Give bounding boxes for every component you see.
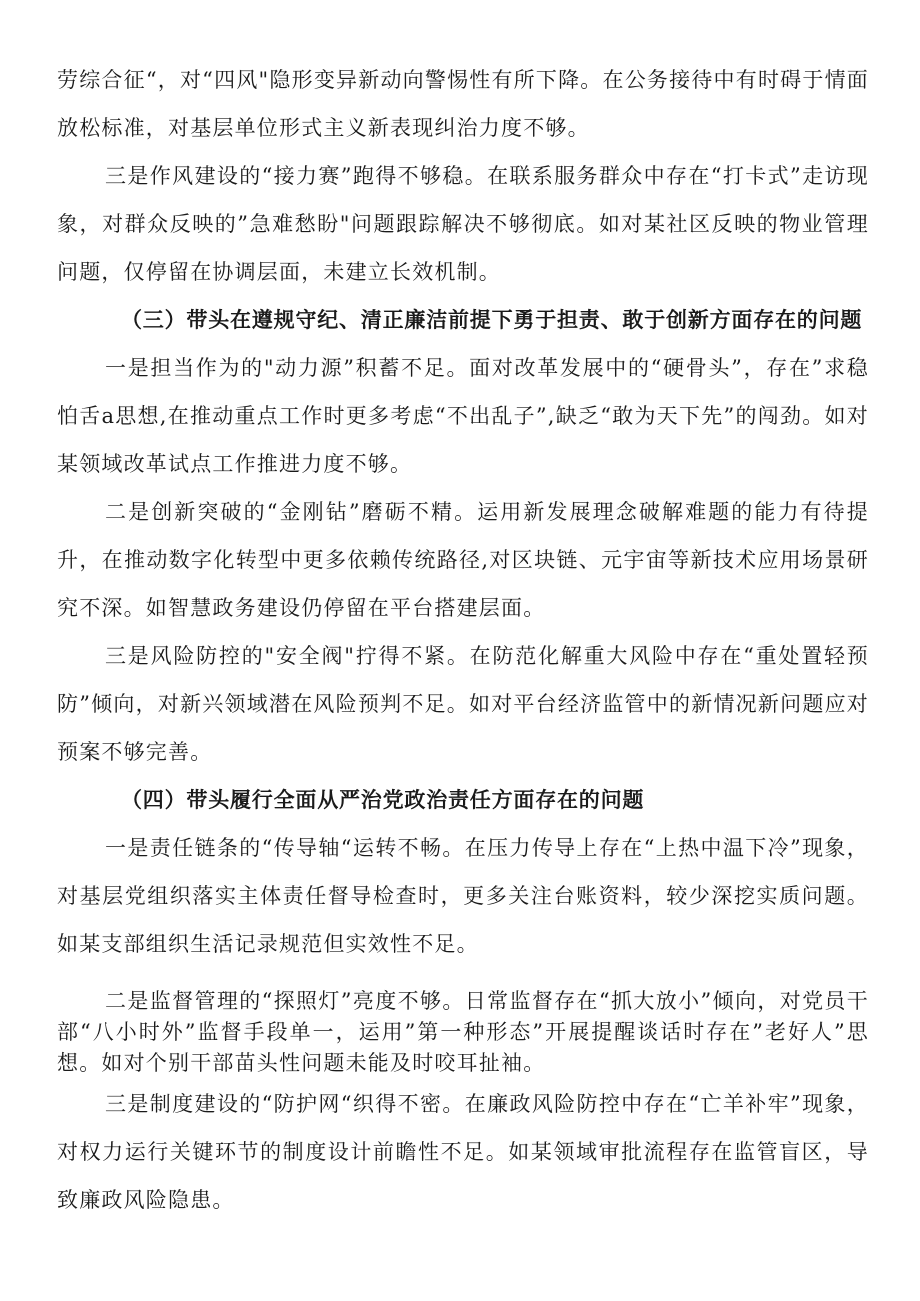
section-heading-3: （三）带头在遵规守纪、清正廉洁前提下勇于担责、敢于创新方面存在的问题 [121, 307, 863, 332]
paragraph-protection-net: 三是制度建设的“防护网“织得不密。在廉政风险防控中存在“亡羊补牢”现象，对权力运行关键环节的制度设计前瞻性不足。如某领域审批流程存在监管盲区，导致廉政风险隐患。 [57, 1092, 869, 1212]
paragraph-safety-valve: 三是风险防控的"安全阀"拧得不紧。在防范化解重大风险中存在“重处置轻预防”倾向，对新兴领域潜在风险预判不足。如对平台经济监管中的新情况新问题应对预案不够完善。 [57, 644, 869, 764]
paragraph-power-source: 一是担当作为的"动力源”积蓄不足。面对改革发展中的“硬骨头”，存在”求稳怕舌a思想,在推动重点工作时更多考虑“不出乱子”,缺乏“敢为天下先”的闯劲。如对某领域改革试点工作推进力度不够。 [57, 356, 869, 476]
paragraph-style-relay: 三是作风建设的“接力赛”跑得不够稳。在联系服务群众中存在“打卡式”走访现象，对群众反映的”急难愁盼"问题跟踪解决不够彻底。如对某社区反映的物业管理问题，仅停留在协调层面，未建立长效机制。 [57, 164, 869, 284]
paragraph-transmission-shaft: 一是责任链条的“传导轴“运转不畅。在压力传导上存在“上热中温下冷”现象，对基层党组织落实主体责任督导检查时，更多关注台账资料，较少深挖实质问题。如某支部组织生活记录规范但实效性不足。 [57, 836, 869, 956]
section-heading-4: （四）带头履行全面从严治党政治责任方面存在的问题 [121, 787, 645, 812]
paragraph-innovation-drill: 二是创新突破的“金刚钻”磨砺不精。运用新发展理念破解难题的能力有待提升，在推动数字化转型中更多依赖传统路径,对区块链、元宇宙等新技术应用场景研究不深。如智慧政务建设仍停留在平台搭建层面。 [57, 500, 869, 620]
paragraph-continuation: 劳综合征“，对“四风"隐形变异新动向警惕性有所下降。在公务接待中有时碍于情面放松标准，对基层单位形式主义新表现纠治力度不够。 [57, 68, 869, 140]
paragraph-searchlight: 二是监督管理的“探照灯”亮度不够。日常监督存在“抓大放小”倾向，对党员干部“八小时外”监督手段单一，运用”第一种形态”开展提醒谈话时存在”老好人”思想。如对个别干部苗头性问题未能及时咬耳扯袖。 [57, 989, 869, 1075]
